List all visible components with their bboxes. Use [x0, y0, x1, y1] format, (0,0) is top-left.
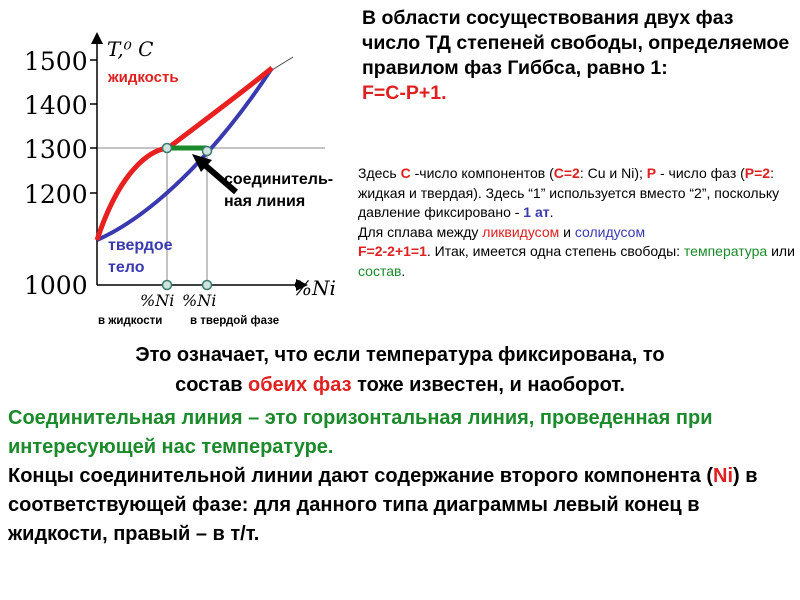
- info-text-2: -число компонентов (: [410, 165, 554, 181]
- x-axis-label: %Ni: [293, 276, 336, 300]
- tie-line-definition: Соединительная линия – это горизонтальная линия, проведенная при интересующей нас температуре.: [8, 407, 713, 458]
- info-solidus: солидусом: [574, 223, 646, 240]
- right-diagonal-guide: [272, 57, 293, 70]
- y-tick-label-1200: 1200: [24, 180, 88, 209]
- info-text-11: .: [401, 262, 406, 279]
- y-tick-label-1000: 1000: [24, 271, 88, 300]
- ni-liquid-label: %Ni: [140, 291, 175, 310]
- meaning-statement: [20, 340, 780, 400]
- gibbs-rule-heading: [362, 6, 792, 106]
- info-text-4: - число фаз (: [656, 165, 745, 181]
- y-tick-label-1300: 1300: [24, 135, 88, 164]
- meaning-line1: Это означает, что если температура фиксирована, то: [135, 344, 665, 366]
- info-text-8: и: [559, 223, 575, 240]
- meaning-both-phases: обеих фаз: [248, 374, 352, 396]
- info-pressure: 1 ат: [523, 204, 550, 220]
- info-text-6: .: [549, 204, 554, 220]
- info-c2: C=2: [553, 165, 580, 181]
- info-text-3: : Cu и Ni);: [579, 165, 647, 181]
- explanation-block: [358, 164, 798, 281]
- in-liquid-label: в жидкости: [98, 315, 163, 327]
- solid-region-label-line2: тело: [108, 259, 145, 276]
- y-tick-label-1400: 1400: [24, 91, 88, 120]
- info-liquidus: ликвидусом: [482, 223, 560, 240]
- meaning-line2c: тоже известен, и наоборот.: [351, 374, 625, 396]
- phase-diagram: [0, 0, 340, 340]
- info-p2: P=2: [744, 165, 771, 181]
- tie-line-definition-block: [8, 404, 798, 549]
- info-temperature: температура: [683, 243, 768, 259]
- tie-ends-text-b: ) в соответствующей фазе: для данного типа диаграммы левый конец в жидкости, правый – в т/т.: [8, 465, 758, 545]
- tie-ends-ni: Ni: [713, 465, 734, 487]
- info-p: P: [646, 165, 657, 181]
- heading-text: В области сосуществования двух фаз число ТД степеней свободы, определяемое правилом фаз Гиббса, равно 1:: [362, 7, 790, 79]
- y-tick-label-1500: 1500: [24, 47, 88, 76]
- ni-liquid-axis-marker: [163, 281, 172, 290]
- info-text-7: Для сплава между: [358, 223, 483, 240]
- liquidus-curve: [97, 68, 272, 240]
- y-axis-label: T,⁰ C: [107, 37, 154, 61]
- tie-line-right-end-marker: [203, 147, 212, 156]
- info-text-1: Здесь: [358, 165, 401, 181]
- info-text-10: или: [767, 243, 795, 259]
- info-f-equation: F=2-2+1=1: [358, 243, 427, 259]
- tie-ends-text-a: Концы соединительной линии дают содержание второго компонента (: [8, 465, 714, 487]
- in-solid-label: в твердой фазе: [190, 315, 280, 327]
- ni-solid-label: %Ni: [182, 291, 217, 310]
- liquid-region-label: жидкость: [108, 69, 179, 86]
- meaning-line2a: состав: [175, 374, 249, 396]
- info-text-9: . Итак, имеется одна степень свободы:: [426, 243, 684, 259]
- info-c: C: [400, 165, 411, 181]
- solid-region-label-line1: твердое: [108, 237, 173, 254]
- tie-line-left-end-marker: [163, 144, 172, 153]
- gibbs-formula: F=C-P+1.: [362, 82, 447, 104]
- tie-line-label-line1: соединитель-: [224, 171, 334, 188]
- ni-solid-axis-marker: [203, 281, 212, 290]
- info-text-5: : жидкая и твердая). Здесь “1” используется вместо “2”, поскольку давление фиксировано -: [358, 165, 780, 220]
- info-composition: состав: [358, 262, 402, 279]
- solidus-curve: [97, 68, 272, 240]
- tie-line-label-line2: ная линия: [224, 193, 306, 210]
